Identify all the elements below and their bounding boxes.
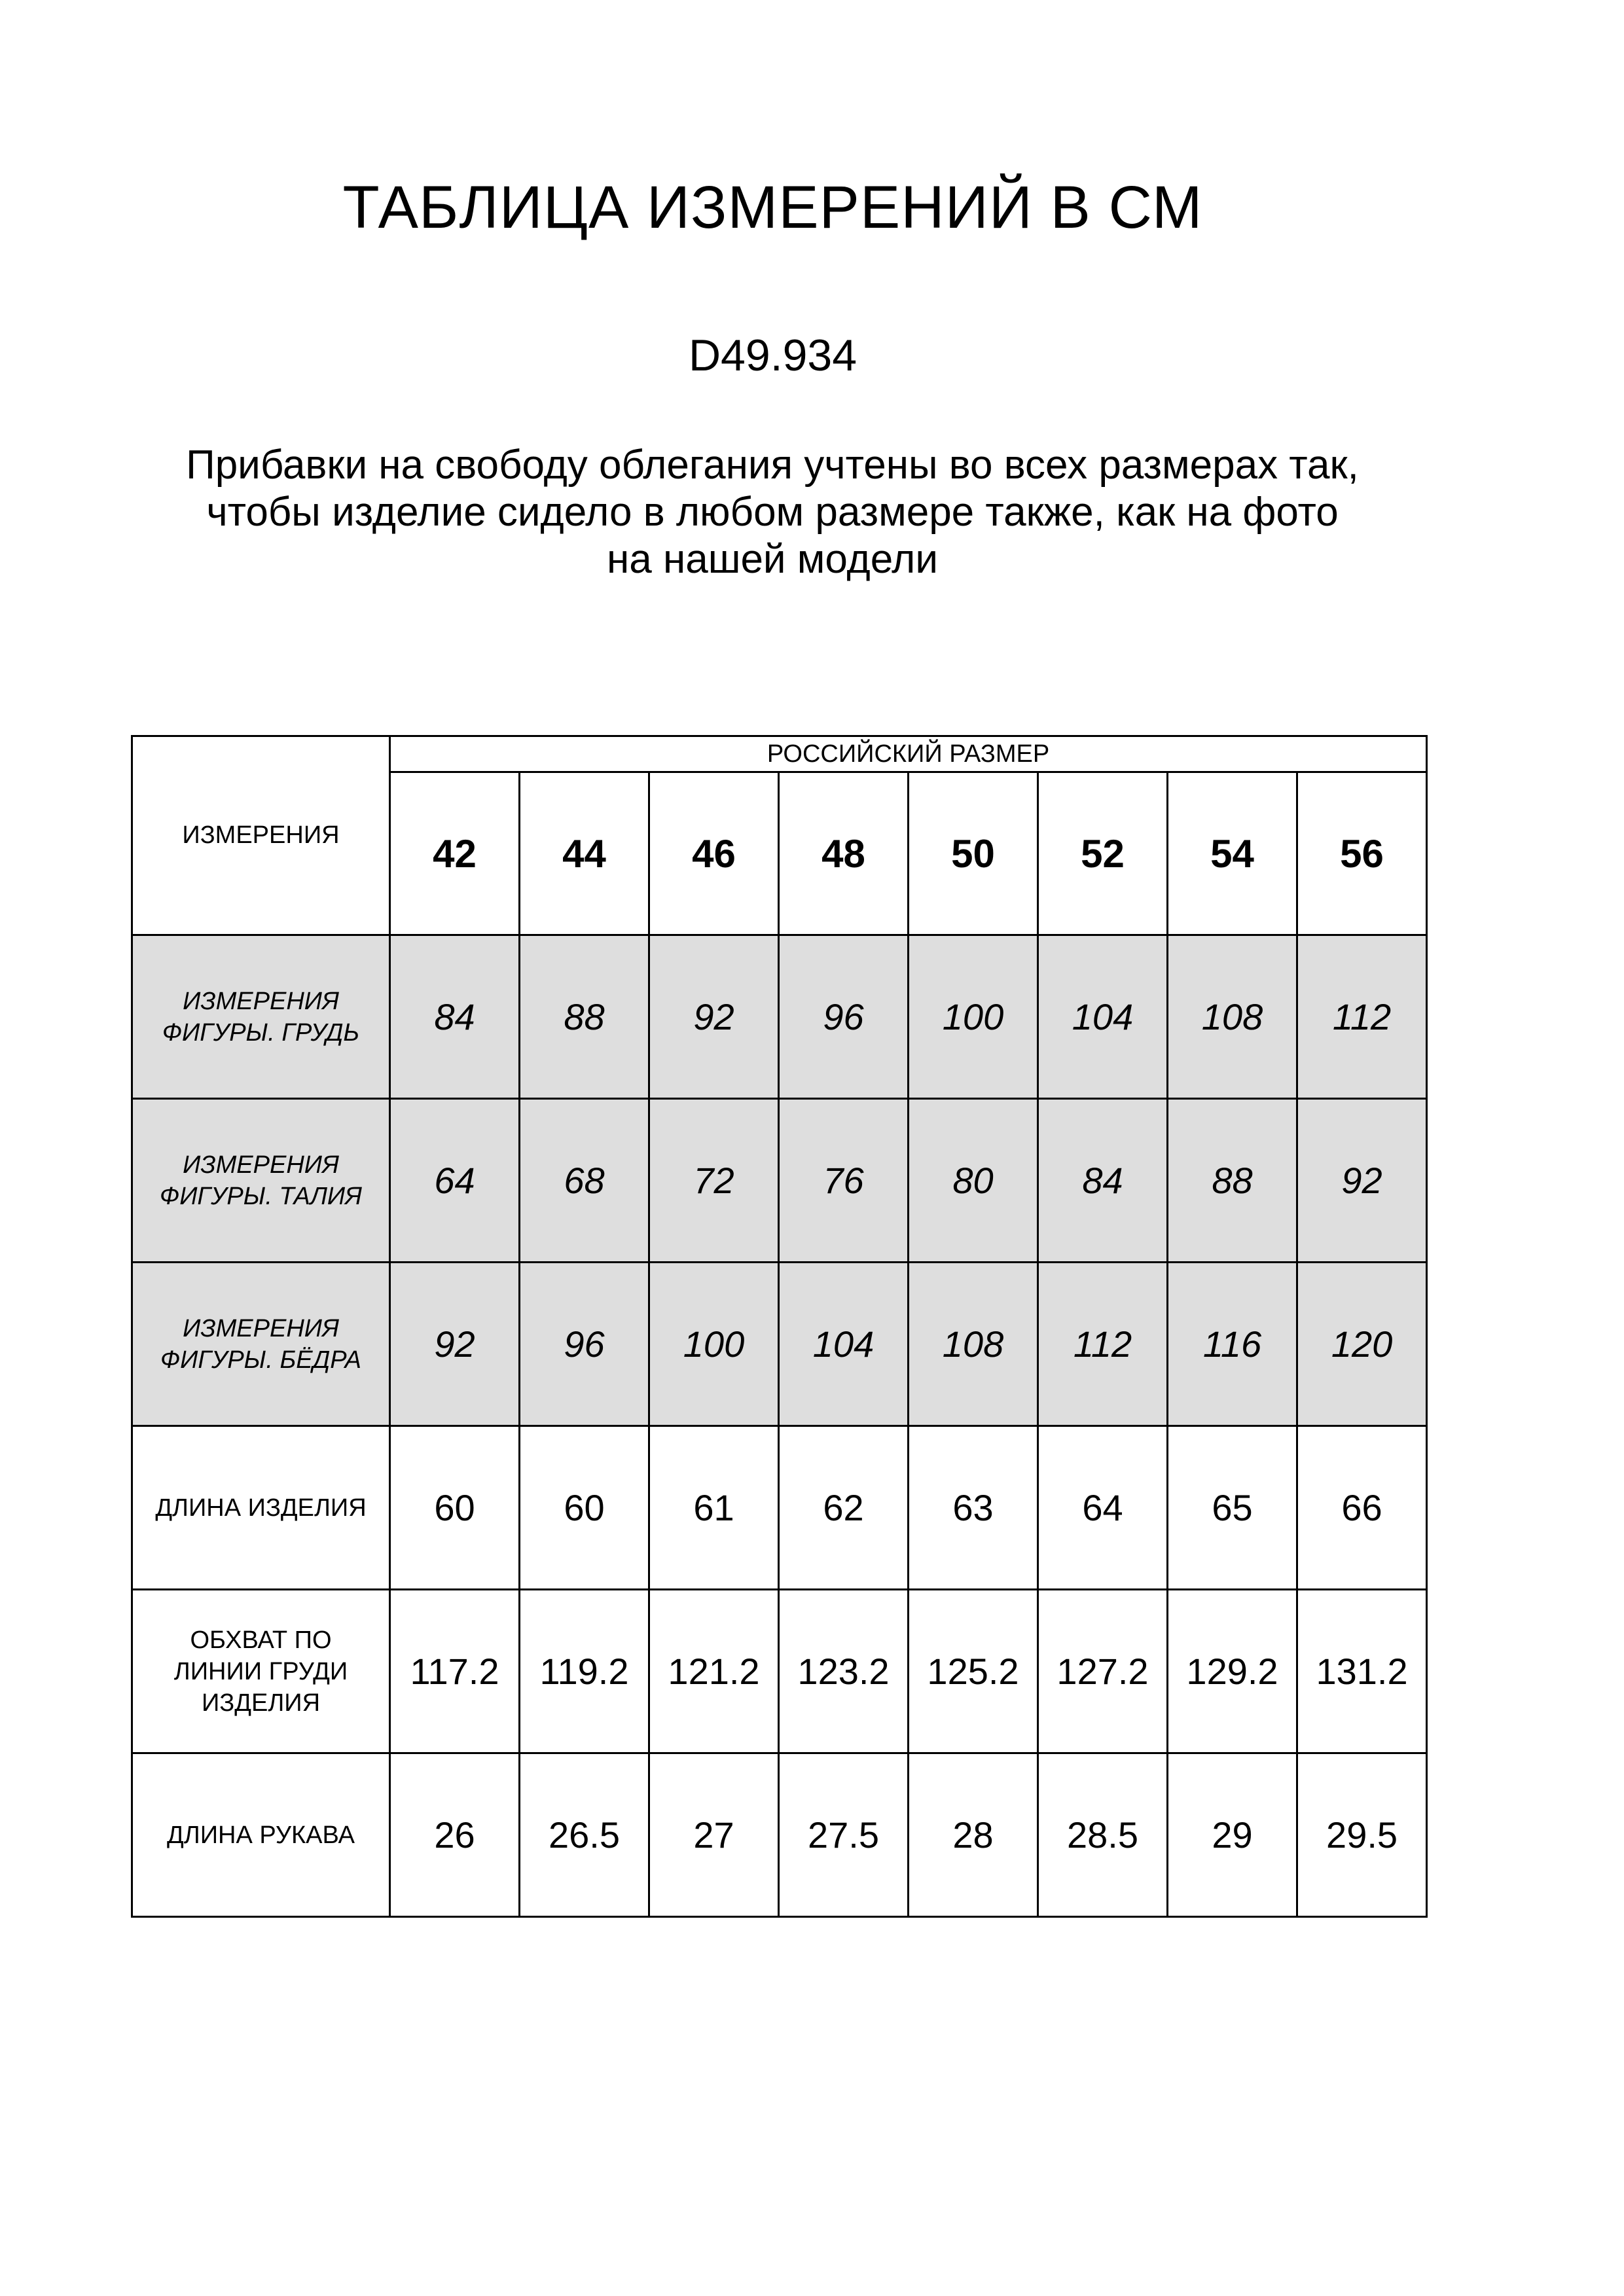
fit-note-line: Прибавки на свободу облегания учтены во всех размерах так,: [186, 442, 1359, 488]
table-cell: 123.2: [779, 1590, 909, 1753]
fit-note: [131, 442, 1414, 583]
table-row: [132, 1099, 1427, 1263]
table-row: [132, 1263, 1427, 1426]
row-label-line: ИЗМЕРЕНИЯ: [183, 987, 339, 1015]
row-label: [132, 1263, 390, 1426]
table-cell: 131.2: [1297, 1590, 1427, 1753]
table-cell: 96: [520, 1263, 649, 1426]
table-row: [132, 1426, 1427, 1590]
table-cell: 62: [779, 1426, 909, 1590]
row-label: [132, 935, 390, 1099]
table-cell: 80: [909, 1099, 1038, 1263]
table-cell: 92: [649, 935, 779, 1099]
table-cell: 60: [520, 1426, 649, 1590]
table-cell: 112: [1297, 935, 1427, 1099]
table-row: [132, 1753, 1427, 1917]
table-cell: 26.5: [520, 1753, 649, 1917]
table-cell: 92: [1297, 1099, 1427, 1263]
size-header-cell: 56: [1297, 772, 1427, 935]
row-label-line: ОБХВАТ ПО: [190, 1626, 332, 1654]
table-cell: 84: [390, 935, 520, 1099]
table-cell: 100: [649, 1263, 779, 1426]
row-label-line: ДЛИНА РУКАВА: [167, 1821, 355, 1849]
table-cell: 88: [1168, 1099, 1297, 1263]
row-label-line: ИЗДЕЛИЯ: [201, 1689, 321, 1717]
table-cell: 68: [520, 1099, 649, 1263]
table-cell: 63: [909, 1426, 1038, 1590]
measurements-header: ИЗМЕРЕНИЯ: [132, 736, 390, 935]
table-cell: 26: [390, 1753, 520, 1917]
table-cell: 28: [909, 1753, 1038, 1917]
article-number: D49.934: [688, 331, 857, 380]
page-title: ТАБЛИЦА ИЗМЕРЕНИЙ В СМ: [342, 174, 1203, 241]
size-header-cell: 48: [779, 772, 909, 935]
row-label-line: ИЗМЕРЕНИЯ: [183, 1314, 339, 1342]
table-cell: 29: [1168, 1753, 1297, 1917]
row-label: [132, 1099, 390, 1263]
fit-note-line: чтобы изделие сидело в любом размере также, как на фото: [206, 490, 1339, 535]
russian-size-header: РОССИЙСКИЙ РАЗМЕР: [390, 736, 1427, 772]
row-label: [132, 1753, 390, 1917]
table-cell: 104: [779, 1263, 909, 1426]
table-cell: 112: [1038, 1263, 1168, 1426]
table-cell: 116: [1168, 1263, 1297, 1426]
row-label-line: ФИГУРЫ. ТАЛИЯ: [160, 1182, 362, 1210]
table-cell: 27: [649, 1753, 779, 1917]
table-cell: 65: [1168, 1426, 1297, 1590]
table-cell: 28.5: [1038, 1753, 1168, 1917]
table-cell: 104: [1038, 935, 1168, 1099]
table-cell: 64: [1038, 1426, 1168, 1590]
table-cell: 108: [909, 1263, 1038, 1426]
table-row: [132, 1590, 1427, 1753]
row-label-line: ФИГУРЫ. БЁДРА: [160, 1346, 362, 1374]
table-cell: 61: [649, 1426, 779, 1590]
row-label-line: ИЗМЕРЕНИЯ: [183, 1151, 339, 1179]
table-cell: 27.5: [779, 1753, 909, 1917]
table-cell: 100: [909, 935, 1038, 1099]
table-cell: 129.2: [1168, 1590, 1297, 1753]
row-label-line: ФИГУРЫ. ГРУДЬ: [162, 1018, 360, 1047]
table-row: [132, 935, 1427, 1099]
table-cell: 108: [1168, 935, 1297, 1099]
table-cell: 60: [390, 1426, 520, 1590]
size-header-cell: 50: [909, 772, 1038, 935]
row-label-line: ЛИНИИ ГРУДИ: [173, 1657, 348, 1685]
row-label-line: ДЛИНА ИЗДЕЛИЯ: [155, 1494, 367, 1522]
size-header-cell: 44: [520, 772, 649, 935]
table-cell: 120: [1297, 1263, 1427, 1426]
table-cell: 76: [779, 1099, 909, 1263]
table-cell: 88: [520, 935, 649, 1099]
table-cell: 64: [390, 1099, 520, 1263]
size-header-cell: 42: [390, 772, 520, 935]
size-header-cell: 54: [1168, 772, 1297, 935]
table-cell: 72: [649, 1099, 779, 1263]
table-cell: 119.2: [520, 1590, 649, 1753]
size-header-cell: 46: [649, 772, 779, 935]
size-header-cell: 52: [1038, 772, 1168, 935]
fit-note-line: на нашей модели: [607, 537, 938, 582]
table-cell: 29.5: [1297, 1753, 1427, 1917]
size-table: [131, 735, 1428, 1918]
table-cell: 125.2: [909, 1590, 1038, 1753]
table-cell: 117.2: [390, 1590, 520, 1753]
row-label: [132, 1426, 390, 1590]
row-label: [132, 1590, 390, 1753]
table-cell: 92: [390, 1263, 520, 1426]
table-cell: 66: [1297, 1426, 1427, 1590]
table-cell: 84: [1038, 1099, 1168, 1263]
table-cell: 127.2: [1038, 1590, 1168, 1753]
table-cell: 96: [779, 935, 909, 1099]
table-cell: 121.2: [649, 1590, 779, 1753]
